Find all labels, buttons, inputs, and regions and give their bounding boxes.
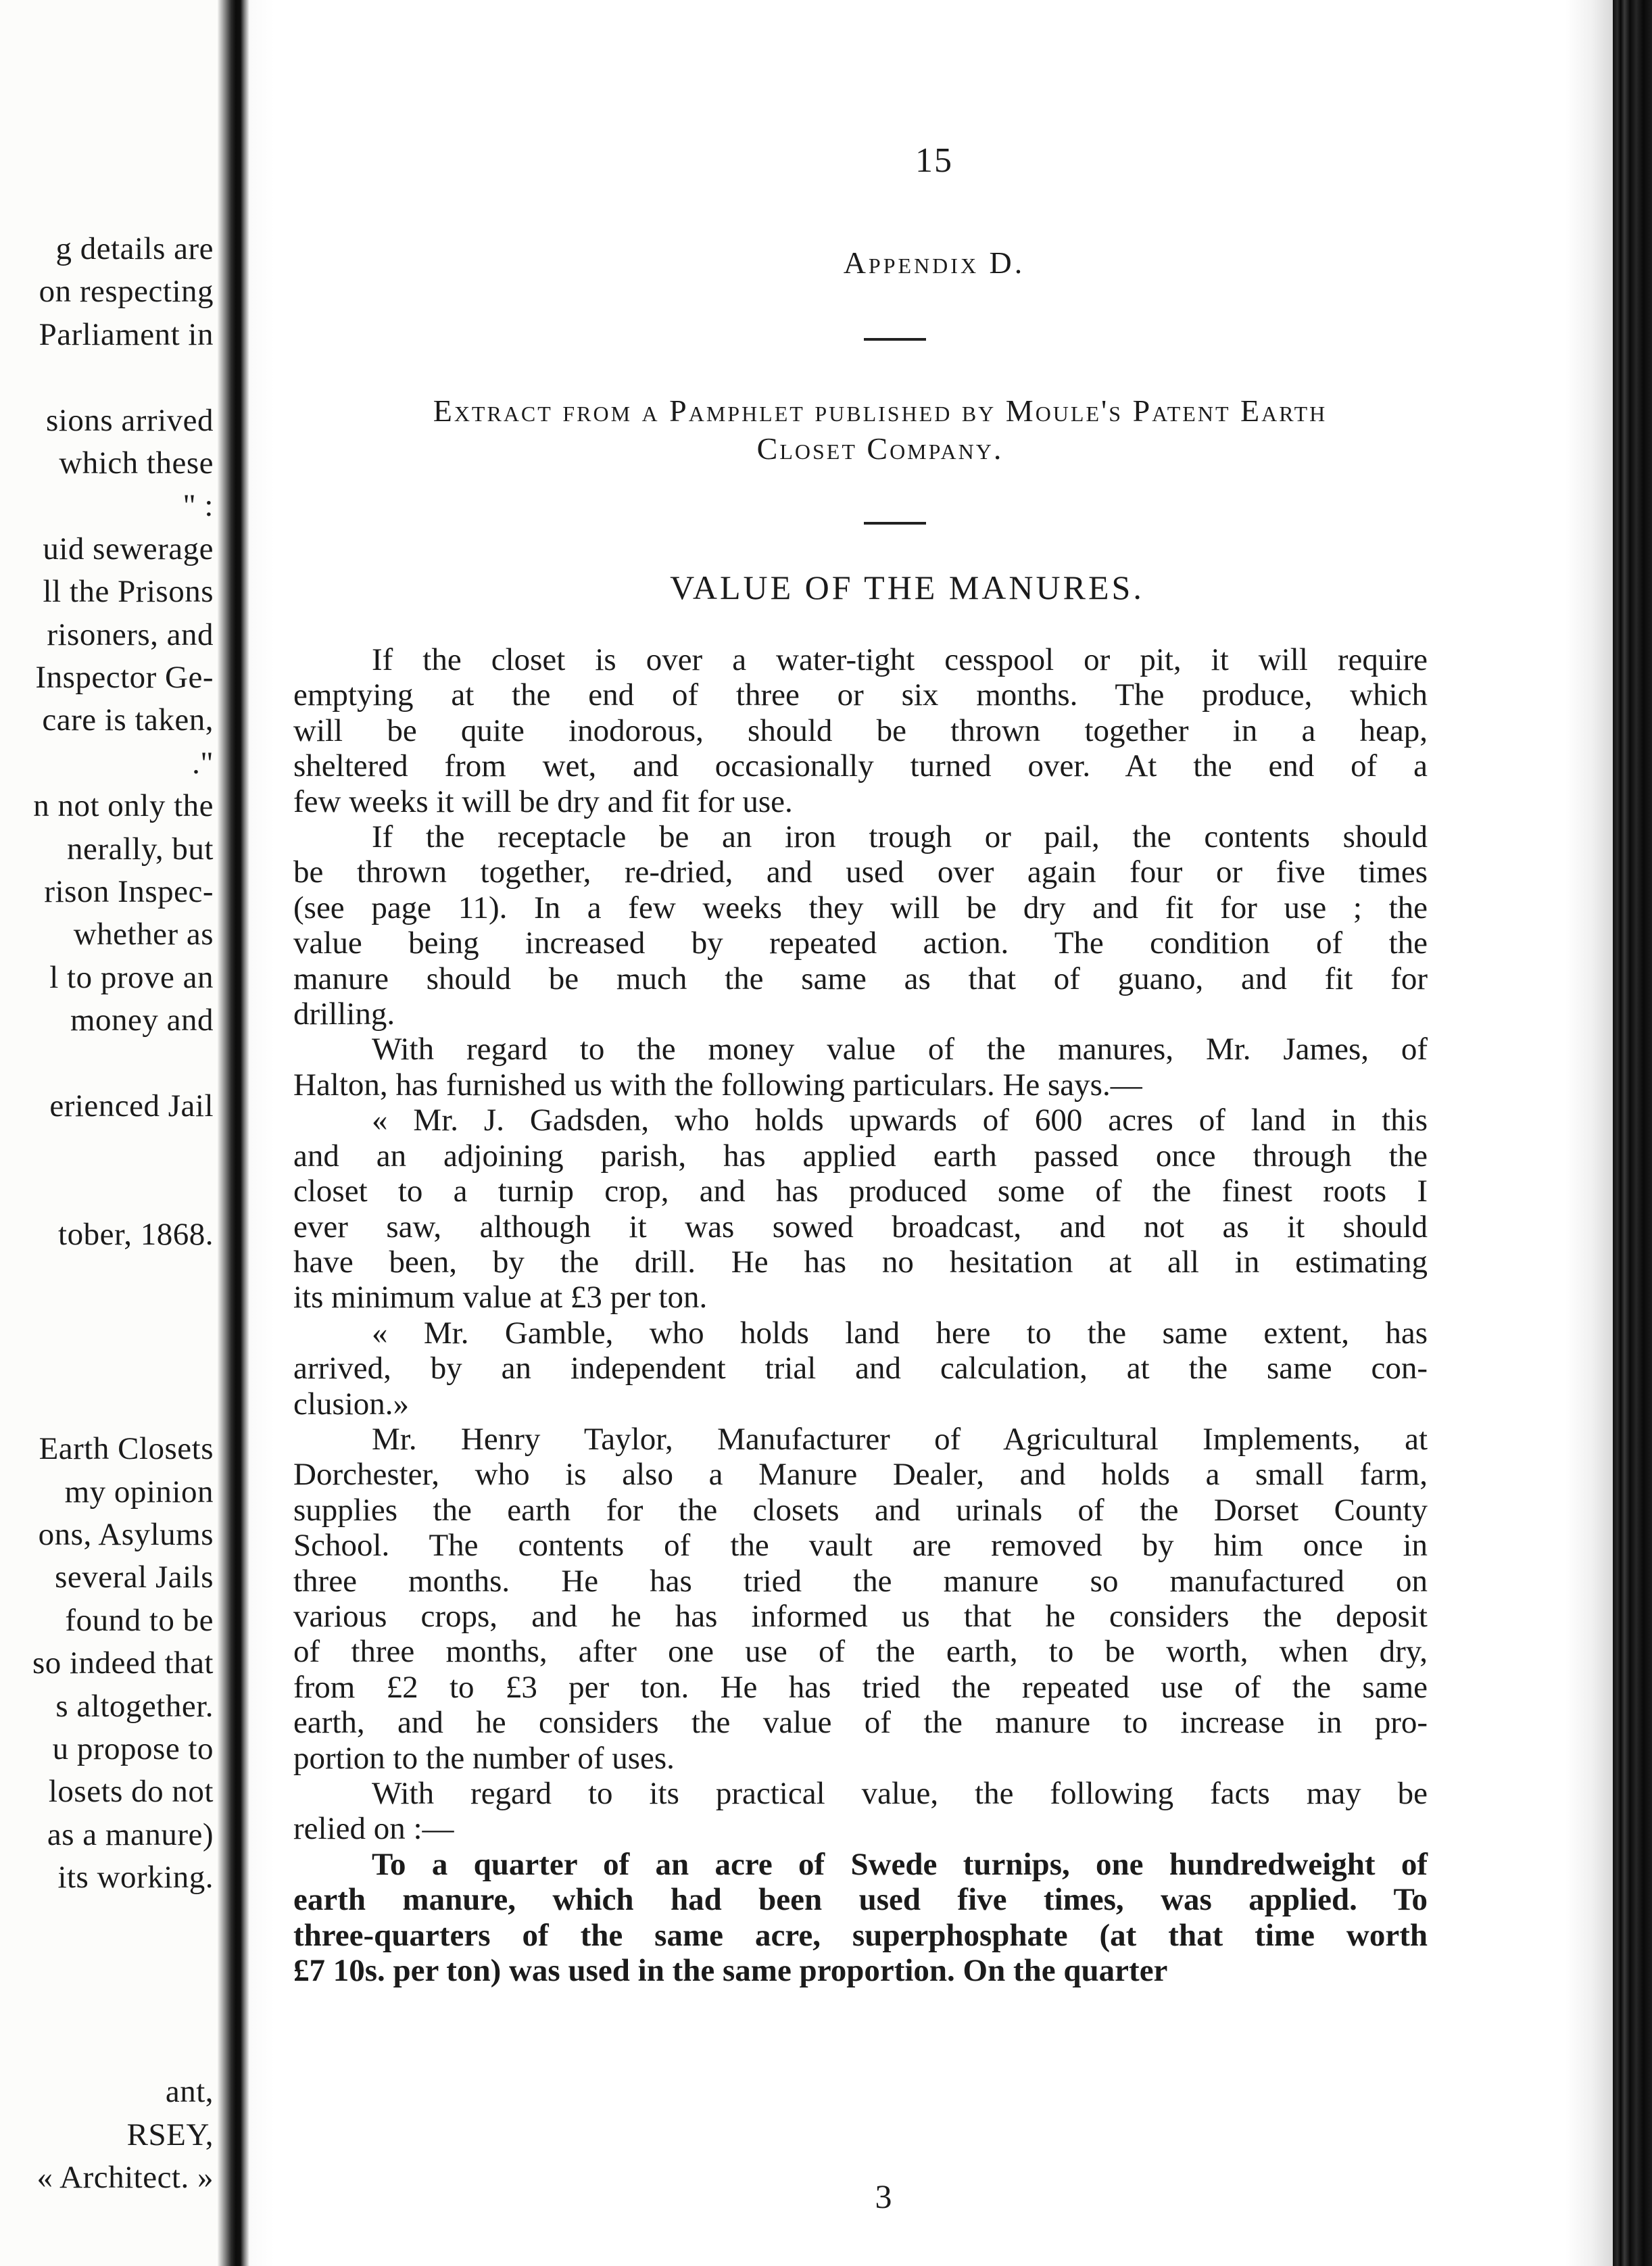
text-line: ever saw, although it was sowed broadcast, and not as it should xyxy=(293,1209,1428,1245)
text-line: Mr. Henry Taylor, Manufacturer of Agricultural Implements, at xyxy=(372,1421,1428,1457)
text-line: « Mr. J. Gadsden, who holds upwards of 600 acres of land in this xyxy=(372,1103,1428,1138)
left-page-line: RSEY, xyxy=(126,2117,214,2152)
left-page-line: nerally, but xyxy=(67,831,214,867)
text-line: from £2 to £3 per ton. He has tried the repeated use of the same xyxy=(293,1669,1428,1705)
left-page-line: whether as xyxy=(73,917,214,953)
text-line: relied on :— xyxy=(293,1811,454,1847)
paragraph xyxy=(293,1315,1428,1422)
text-line: To a quarter of an acre of Swede turnips, one hundredweight of xyxy=(372,1846,1428,1882)
section-rule xyxy=(864,522,926,525)
text-line: earth, and he considers the value of the manure to increase in pro- xyxy=(293,1705,1428,1741)
text-line: « Mr. Gamble, who holds land here to the same extent, has xyxy=(372,1315,1428,1351)
text-line: of three months, after one use of the earth, to be worth, when dry, xyxy=(293,1634,1428,1670)
text-line: closet to a turnip crop, and has produced some of the finest roots I xyxy=(293,1174,1428,1209)
extract-heading-line: Extract from a Pamphlet published by Moule's Patent Earth xyxy=(433,393,1328,428)
document-page xyxy=(293,0,1428,2266)
paragraph xyxy=(293,1032,1428,1103)
left-facing-page xyxy=(0,0,218,2266)
text-line: supplies the earth for the closets and urinals of the Dorset County xyxy=(293,1492,1428,1528)
book-gutter xyxy=(218,0,274,2266)
left-page-line: found to be xyxy=(65,1602,214,1638)
text-line: clusion.» xyxy=(293,1386,410,1422)
text-line: arrived, by an independent trial and calculation, at the same con- xyxy=(293,1351,1428,1387)
text-line: its minimum value at £3 per ton. xyxy=(293,1280,708,1316)
left-page-line: Inspector Ge- xyxy=(35,660,214,695)
page-number: 15 xyxy=(915,141,953,180)
left-page-line: " : xyxy=(183,488,214,524)
text-line: be thrown together, re-dried, and used over again four or five times xyxy=(293,854,1428,890)
left-page-line: several Jails xyxy=(55,1560,214,1595)
text-line: (see page 11). In a few weeks they will be dry and fit for use ; the xyxy=(293,890,1428,925)
heading-rule xyxy=(864,338,926,341)
left-page-line: uid sewerage xyxy=(43,531,214,566)
paragraph xyxy=(293,1103,1428,1316)
text-line: £7 10s. per ton) was used in the same proportion. On the quarter xyxy=(293,1953,1168,1989)
left-page-line: ant, xyxy=(165,2074,214,2110)
left-page-line: risoners, and xyxy=(47,617,214,652)
page-edge-shadow xyxy=(1565,0,1613,2266)
body-text xyxy=(293,642,1428,1989)
left-page-line: ons, Asylums xyxy=(38,1517,214,1552)
left-page-line: sions arrived xyxy=(46,402,214,438)
text-line: emptying at the end of three or six months. The produce, which xyxy=(293,677,1428,713)
left-page-line: l to prove an xyxy=(49,959,214,995)
signature-mark: 3 xyxy=(875,2177,892,2215)
text-line: With regard to the money value of the manures, Mr. James, of xyxy=(372,1032,1428,1067)
extract-heading-line: Closet Company. xyxy=(756,431,1004,466)
text-line: drilling. xyxy=(293,996,395,1032)
paragraph xyxy=(293,1846,1428,1989)
text-line: portion to the number of uses. xyxy=(293,1740,675,1776)
left-page-line: Parliament in xyxy=(39,316,214,352)
section-title: VALUE OF THE MANURES. xyxy=(670,569,1144,606)
text-line: If the receptacle be an iron trough or pail, the contents should xyxy=(372,819,1428,855)
left-page-line: ." xyxy=(192,745,214,781)
text-line: various crops, and he has informed us that he considers the deposit xyxy=(293,1598,1428,1634)
left-page-line: n not only the xyxy=(33,788,214,824)
text-line: earth manure, which had been used five times, was applied. To xyxy=(293,1882,1428,1918)
extract-heading xyxy=(333,392,1428,468)
paragraph xyxy=(293,1421,1428,1776)
appendix-heading: Appendix D. xyxy=(843,245,1025,280)
left-page-line: u propose to xyxy=(52,1731,214,1766)
binding-edge xyxy=(1613,0,1652,2266)
left-page-line: Earth Closets xyxy=(39,1431,214,1467)
left-page-line: its working. xyxy=(57,1860,214,1896)
text-line: manure should be much the same as that of guano, and fit for xyxy=(293,961,1428,996)
text-line: have been, by the drill. He has no hesitation at all in estimating xyxy=(293,1244,1428,1280)
left-page-line: my opinion xyxy=(64,1474,214,1510)
left-page-line: erienced Jail xyxy=(49,1088,214,1124)
left-page-line: losets do not xyxy=(48,1774,214,1810)
left-page-line: s altogether. xyxy=(55,1688,214,1724)
left-page-line: so indeed that xyxy=(32,1645,214,1681)
text-line: will be quite inodorous, should be thrown together in a heap, xyxy=(293,713,1428,748)
paragraph xyxy=(293,642,1428,819)
text-line: three-quarters of the same acre, superphosphate (at that time worth xyxy=(293,1917,1428,1953)
left-page-line: as a manure) xyxy=(47,1816,214,1852)
text-line: sheltered from wet, and occasionally turned over. At the end of a xyxy=(293,748,1428,784)
text-line: three months. He has tried the manure so manufactured on xyxy=(293,1563,1428,1599)
paragraph xyxy=(293,819,1428,1032)
left-page-line: g details are xyxy=(55,231,214,266)
text-line: With regard to its practical value, the following facts may be xyxy=(372,1776,1428,1811)
text-line: School. The contents of the vault are removed by him once in xyxy=(293,1528,1428,1564)
left-page-line: ll the Prisons xyxy=(43,574,214,610)
paragraph xyxy=(293,1776,1428,1847)
left-page-line: rison Inspec- xyxy=(44,874,214,909)
text-line: Dorchester, who is also a Manure Dealer, and holds a small farm, xyxy=(293,1457,1428,1493)
left-page-line: care is taken, xyxy=(42,702,214,738)
text-line: and an adjoining parish, has applied earth passed once through the xyxy=(293,1138,1428,1174)
text-line: If the closet is over a water-tight cesspool or pit, it will require xyxy=(372,642,1428,677)
left-page-line: on respecting xyxy=(39,274,214,310)
left-page-line: money and xyxy=(70,1003,214,1038)
left-page-line: tober, 1868. xyxy=(58,1217,214,1253)
left-page-line: which these xyxy=(59,445,214,481)
text-line: value being increased by repeated action. The condition of the xyxy=(293,925,1428,961)
text-line: Halton, has furnished us with the following particulars. He says.— xyxy=(293,1067,1142,1103)
left-page-line: « Architect. » xyxy=(37,2160,214,2195)
text-line: few weeks it will be dry and fit for use. xyxy=(293,784,793,819)
